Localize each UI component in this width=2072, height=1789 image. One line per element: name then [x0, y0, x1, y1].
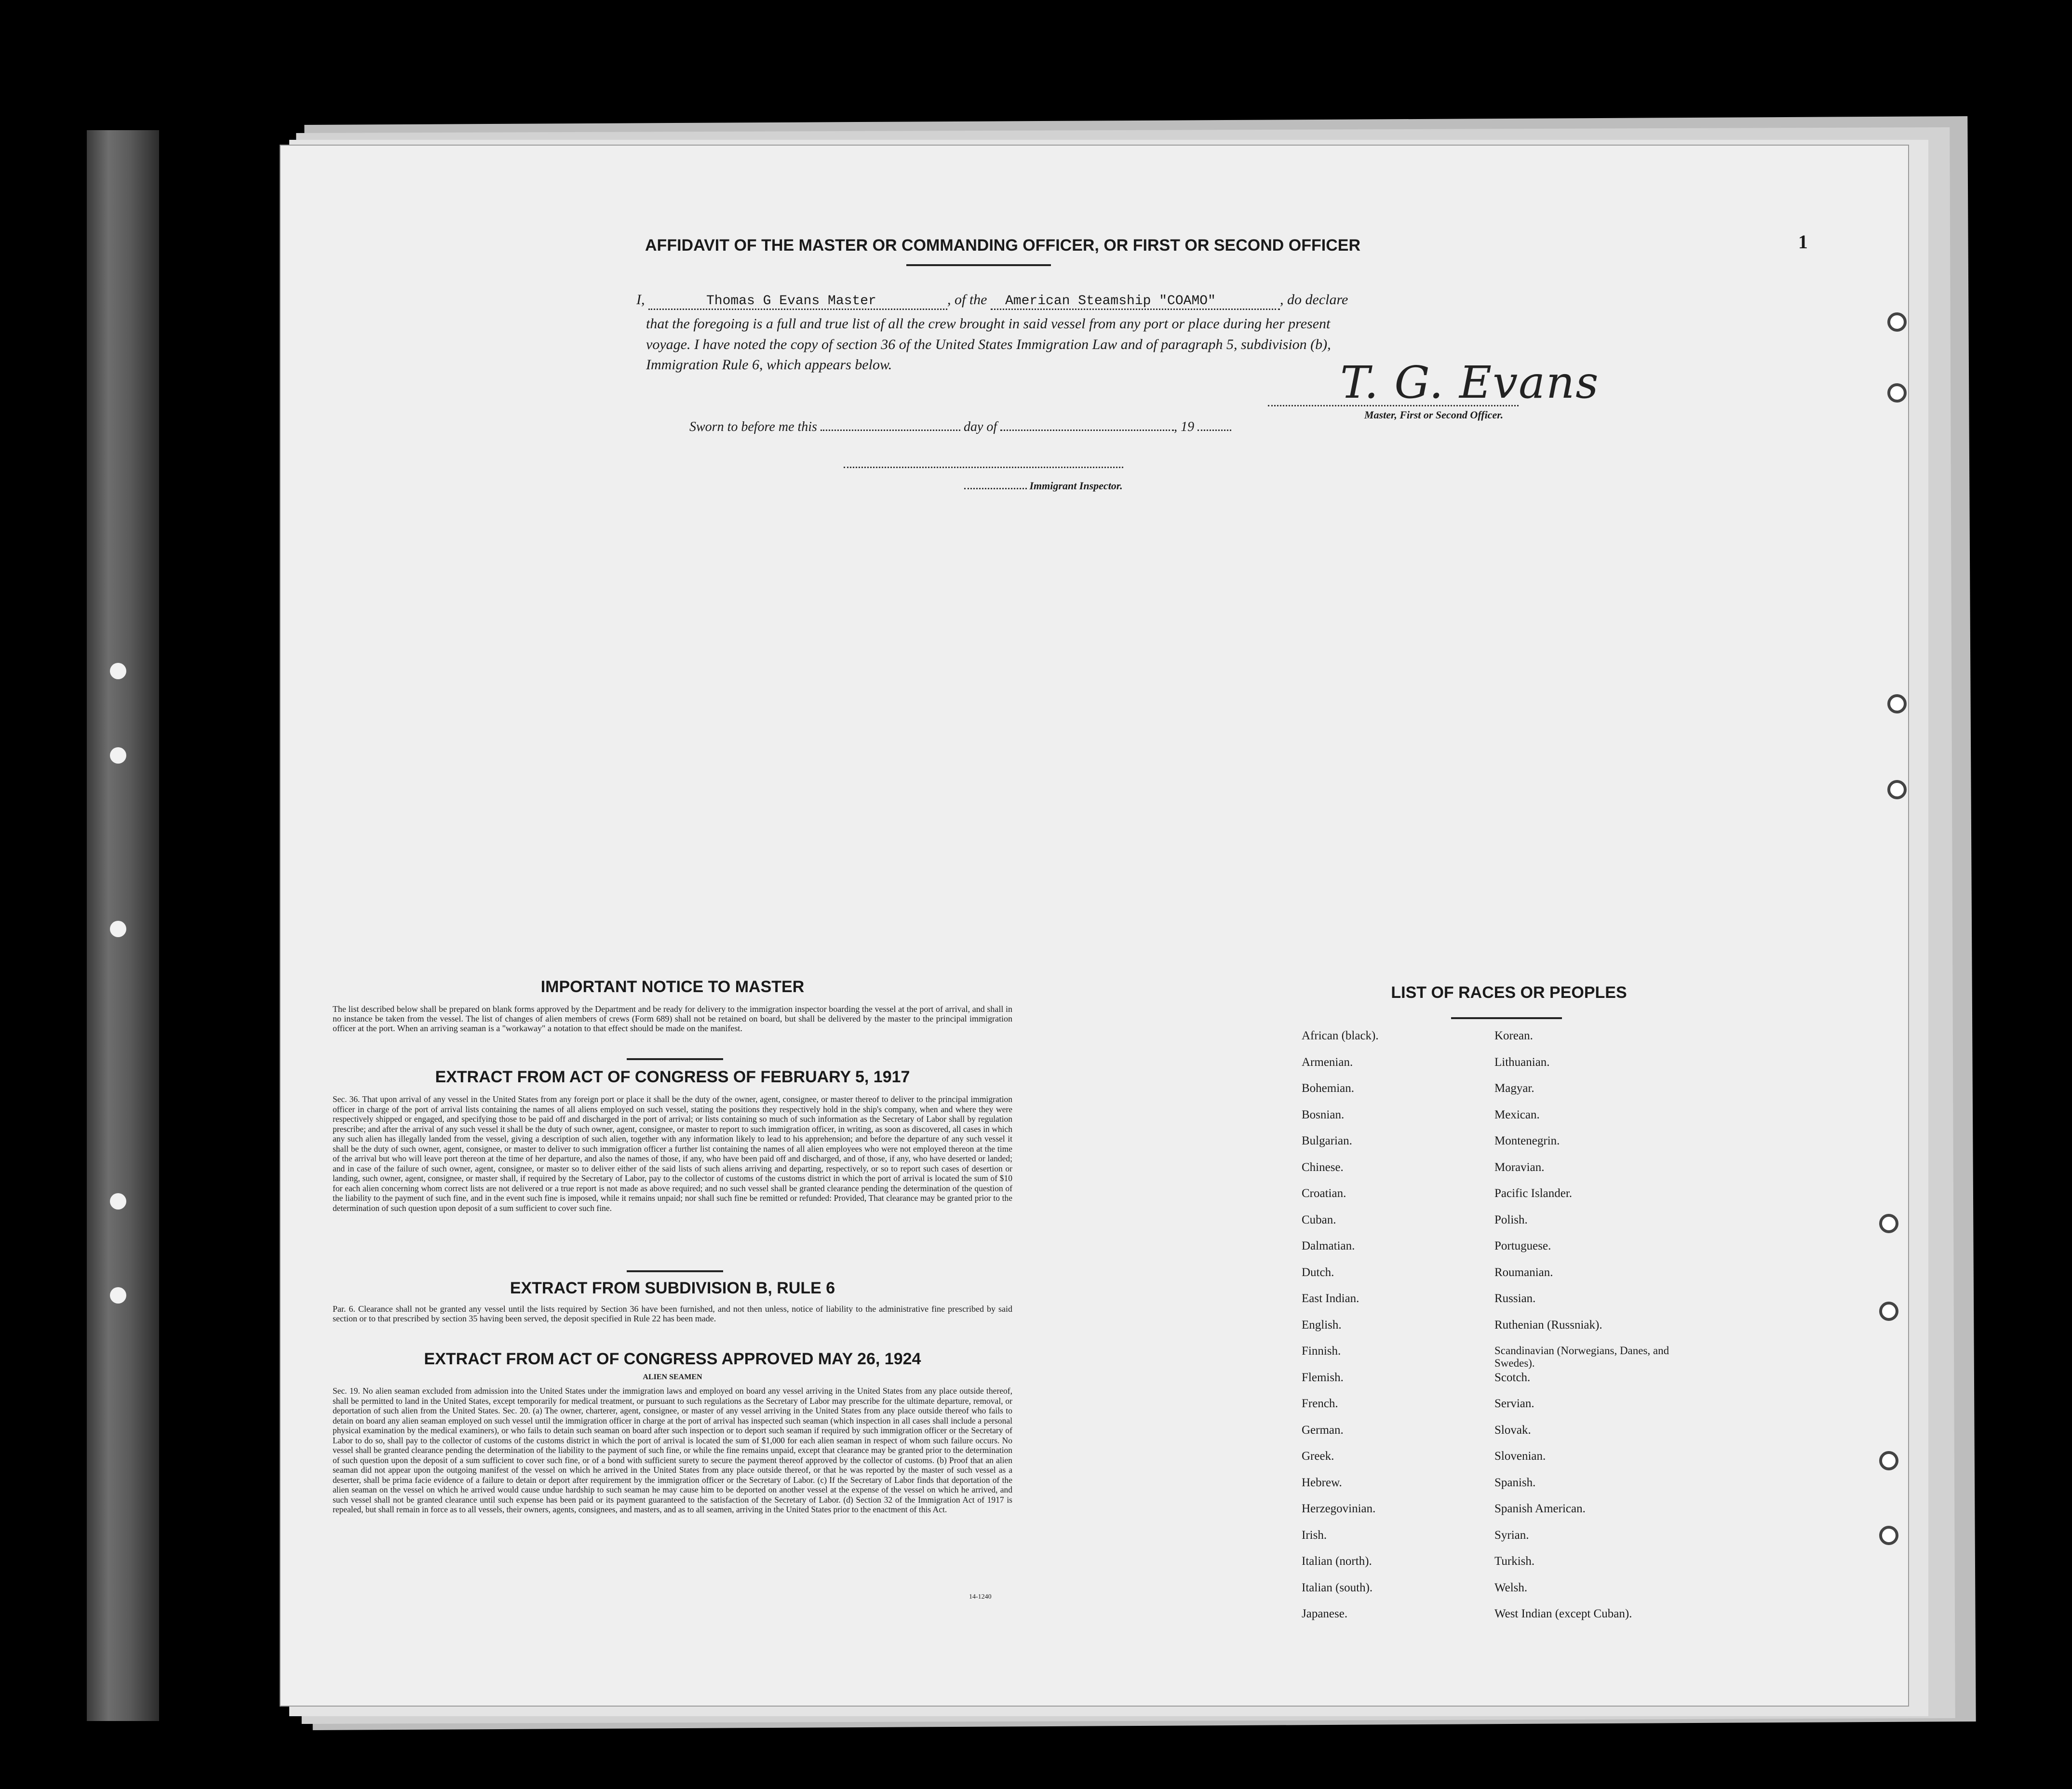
inspector-field: [964, 488, 1027, 489]
ring-hole: [1887, 383, 1907, 403]
ring-hole: [1887, 780, 1907, 799]
race-item: Bosnian.: [1302, 1108, 1345, 1121]
race-item: Welsh.: [1494, 1581, 1528, 1594]
extract-1924-title: EXTRACT FROM ACT OF CONGRESS APPROVED MAY 26, 1924: [424, 1350, 921, 1368]
ring-hole: [1879, 1526, 1898, 1545]
races-left-column: [1302, 1029, 1475, 1634]
ship-field: [991, 292, 1280, 310]
race-item: French.: [1302, 1397, 1338, 1410]
notice-text: The list described below shall be prepared on blank forms approved by the Department and be ready for delivery to the immigration inspector boarding the vessel at the port of arrival, and shall in no instance be taken from the vessel. The list of changes of alien members of crews (Form 689) shall not be retained on board, but shall be delivered by the master to the principal immigration officer at the port. When an arriving seaman is a "workaway" a notation to that effect should be made on the manifest.: [333, 1004, 1012, 1033]
notice-title: IMPORTANT NOTICE TO MASTER: [540, 978, 805, 996]
race-item: Flemish.: [1302, 1371, 1344, 1384]
master-signature: T. G. Evans: [1340, 357, 1600, 408]
binding-hole: [110, 747, 126, 764]
race-item: Italian (north).: [1302, 1555, 1372, 1568]
race-item: Herzegovinian.: [1302, 1502, 1376, 1515]
race-item: Magyar.: [1494, 1082, 1534, 1095]
race-item: East Indian.: [1302, 1292, 1359, 1305]
race-item: Korean.: [1494, 1029, 1533, 1042]
race-item: Irish.: [1302, 1528, 1327, 1542]
race-item: Italian (south).: [1302, 1581, 1373, 1594]
race-item: Montenegrin.: [1494, 1134, 1560, 1147]
form-number: 14-1240: [969, 1593, 992, 1601]
race-item: Cuban.: [1302, 1213, 1336, 1226]
race-item: Scotch.: [1494, 1371, 1531, 1384]
page-mark: 1: [1798, 231, 1808, 253]
of-the-label: , of the: [947, 292, 987, 308]
ring-hole: [1879, 1451, 1898, 1470]
inspector-rule: [844, 467, 1123, 468]
race-item: Croatian.: [1302, 1187, 1346, 1200]
extract-1924-text: Sec. 19. No alien seaman excluded from admission into the United States under the immigration laws and employed on board any vessel arriving in the United States from any place outside thereof, shall be permitted to land in the United States, except temporarily for medical treatment, or pursuant to such regulations as the Secretary of Labor may prescribe for the ultimate departure, removal, or deportation of such alien from the United States. Sec. 20. (a) The owner, charterer, agent, consignee, or master of any vessel arriving in the United States from any place outside thereof who fails to detain on board any alien seaman employed on such vessel until the immigration officer in charge at the port of arrival has inspected such seaman (which inspection in all cases shall include a personal physical examination by the medical examiners), or who fails to detain such seaman on board after such inspection or to deport such seaman if required by such immigration officer or the Secretary of Labor to do so, shall pay to the collector of customs of the customs district in which the port of arrival is located the sum of $1,000 for each alien seaman in respect of whom such failure occurs. No vessel shall be granted clearance pending the determination of the liability to the payment of such fine, or while the fine remains unpaid, except that clearance may be granted prior to the determination of such question upon the deposit of a sum sufficient to cover such fine, or of a bond with sufficient surety to secure the payment thereof approved by the collector of customs. (b) Proof that an alien seaman did not appear upon the outgoing manifest of the vessel on which he arrived in the United States from any place outside thereof, or that he was reported by the master of such vessel as a deserter, shall be prima facie evidence of a failure to detain or deport after requirement by the immigration officer or the Secretary of Labor. (c) If the Secretary of Labor finds that deportation of the alien seaman on the vessel on which he arrived would cause undue hardship to such seaman he may cause him to be deported on another vessel at the expense of the vessel on which he arrived, and such vessel shall not be granted clearance until such expense has been paid or its payment guaranteed to the satisfaction of the Secretary of Labor. (d) Section 32 of the Immigration Act of 1917 is repealed, but shall remain in force as to all vessels, their owners, agents, consignees, and masters, and as to all seamen, arriving in the United States prior to the enactment of this Act.: [333, 1386, 1012, 1514]
section-rule: [627, 1058, 723, 1060]
race-item: Dutch.: [1302, 1265, 1334, 1279]
ring-hole: [1879, 1214, 1898, 1233]
ring-hole: [1887, 312, 1907, 332]
binding-hole: [110, 663, 126, 679]
race-item: Roumanian.: [1494, 1265, 1553, 1279]
binding-hole: [110, 921, 126, 937]
rule6-title: EXTRACT FROM SUBDIVISION B, RULE 6: [510, 1279, 835, 1297]
race-item: Spanish American.: [1494, 1502, 1586, 1515]
inspector-label: Immigrant Inspector.: [1029, 480, 1123, 492]
declaration-line-4: Immigration Rule 6, which appears below.: [646, 357, 892, 373]
race-item: Servian.: [1494, 1397, 1534, 1410]
rule6-text: Par. 6. Clearance shall not be granted any vessel until the lists required by Section 36 have been furnished, and not then unless, notice of liability to the administrative fine prescribed by said section or to that prescribed by section 35 having been served, the deposit specified in Rule 22 has been made.: [333, 1304, 1012, 1323]
affidavit-title: AFFIDAVIT OF THE MASTER OR COMMANDING OFFICER, OR FIRST OR SECOND OFFICER: [645, 236, 1360, 255]
ship-name: American Steamship "COAMO": [1005, 294, 1216, 309]
manifest-page: [280, 145, 1909, 1707]
section-rule: [627, 1270, 723, 1272]
declaration-line: [636, 292, 1348, 310]
race-item: African (black).: [1302, 1029, 1379, 1042]
races-title: LIST OF RACES OR PEOPLES: [1391, 983, 1627, 1002]
race-item: Pacific Islander.: [1494, 1187, 1573, 1200]
race-item: Dalmatian.: [1302, 1239, 1355, 1252]
race-item: Russian.: [1494, 1292, 1536, 1305]
races-rule: [1451, 1017, 1562, 1019]
race-item: Turkish.: [1494, 1555, 1535, 1568]
declaration-line-2: that the foregoing is a full and true list of all the crew brought in said vessel from any port or place during her present: [646, 316, 1331, 332]
year-label: , 19: [1174, 419, 1195, 434]
race-item: Scandinavian (Norwegians, Danes, and Swedes).: [1494, 1345, 1669, 1369]
extract-1924-subtitle: ALIEN SEAMEN: [643, 1373, 702, 1381]
sworn-label: Sworn to before me this: [689, 419, 817, 434]
race-item: Hebrew.: [1302, 1476, 1342, 1489]
binding-hole: [110, 1287, 126, 1304]
race-item: Slovak.: [1494, 1423, 1531, 1437]
extract-1917-text: Sec. 36. That upon arrival of any vessel in the United States from any foreign port or place it shall be the duty of the owner, agent, consignee, or master thereof to deliver to the principal immigration officer in charge of the port of arrival lists containing the names of all aliens employed on such vessel, stating the positions they respectively hold in the ship's company, when and where they were respectively shipped or engaged, and specifying those to be paid off and discharged in the port of arrival; or lists containing so much of such information as the Secretary of Labor shall by regulation prescribe; and after the arrival of any such vessel it shall be the duty of such owner, agent, consignee, or master to report to such immigration officer, in writing, as soon as discovered, all cases in which any such alien has illegally landed from the vessel, giving a description of such alien, together with any information likely to lead to his apprehension; and before the departure of any such vessel it shall be the duty of such owner, agent, consignee, or master to deliver to such immigration officer a further list containing the names of all alien employees who were not employed thereon at the time of the arrival but who will leave port thereon at the time of her departure, and also the names of those, if any, who have been paid off and discharged, and of those, if any, who have deserted or landed; and in case of the failure of such owner, agent, consignee, or master so to deliver either of the said lists of such aliens arriving and departing, respectively, or so to report such cases of desertion or landing, such owner, agent, consignee, or master shall, if required by the Secretary of Labor, pay to the collector of customs of the customs district in which the port of arrival is located the sum of $10 for each alien concerning whom correct lists are not delivered or a true report is not made as above required; and no such vessel shall be granted clearance pending the determination of the question of the liability to the payment of such fine, and in the event such fine is imposed, while it remains unpaid; nor shall such fine be remitted or refunded: Provided, That clearance may be granted prior to the determination of such question upon deposit of a sum sufficient to cover such fine.: [333, 1094, 1012, 1213]
sworn-year-field: [1197, 430, 1231, 431]
day-of-label: day of: [963, 419, 997, 434]
race-item: Lithuanian.: [1494, 1055, 1550, 1069]
pre-name: I,: [636, 292, 645, 308]
ring-hole: [1887, 694, 1907, 713]
binding-hole: [110, 1193, 126, 1210]
race-item: Japanese.: [1302, 1607, 1348, 1620]
ring-hole: [1879, 1302, 1898, 1321]
race-item: Moravian.: [1494, 1160, 1545, 1174]
race-item: German.: [1302, 1423, 1344, 1437]
race-item: English.: [1302, 1318, 1342, 1332]
master-name-field: [648, 292, 947, 310]
signature-rule: [1268, 405, 1519, 406]
inspector-line: [964, 480, 1123, 492]
race-item: Finnish.: [1302, 1345, 1341, 1358]
race-item: Bohemian.: [1302, 1082, 1355, 1095]
title-rule: [906, 264, 1051, 266]
race-item: Chinese.: [1302, 1160, 1344, 1174]
master-name: Thomas G Evans Master: [706, 294, 876, 309]
race-item: Spanish.: [1494, 1476, 1536, 1489]
race-item: Ruthenian (Russniak).: [1494, 1318, 1602, 1332]
declaration-line-3: voyage. I have noted the copy of section 36 of the United States Immigration Law and of paragraph 5, subdivision (b),: [646, 336, 1331, 352]
sworn-month-field: [1000, 430, 1174, 431]
extract-1917-title: EXTRACT FROM ACT OF CONGRESS OF FEBRUARY 5, 1917: [435, 1068, 910, 1086]
do-declare-label: , do declare: [1280, 292, 1348, 308]
signer-label: Master, First or Second Officer.: [1364, 409, 1504, 421]
race-item: Polish.: [1494, 1213, 1528, 1226]
sworn-line: [689, 419, 1231, 435]
sworn-day-field: [821, 430, 960, 431]
race-item: Syrian.: [1494, 1528, 1529, 1542]
race-item: Armenian.: [1302, 1055, 1353, 1069]
race-item: Greek.: [1302, 1450, 1334, 1463]
race-item: West Indian (except Cuban).: [1494, 1607, 1632, 1620]
races-right-column: [1494, 1029, 1697, 1634]
race-item: Slovenian.: [1494, 1450, 1546, 1463]
race-item: Bulgarian.: [1302, 1134, 1352, 1147]
race-item: Portuguese.: [1494, 1239, 1551, 1252]
race-item: Mexican.: [1494, 1108, 1540, 1121]
